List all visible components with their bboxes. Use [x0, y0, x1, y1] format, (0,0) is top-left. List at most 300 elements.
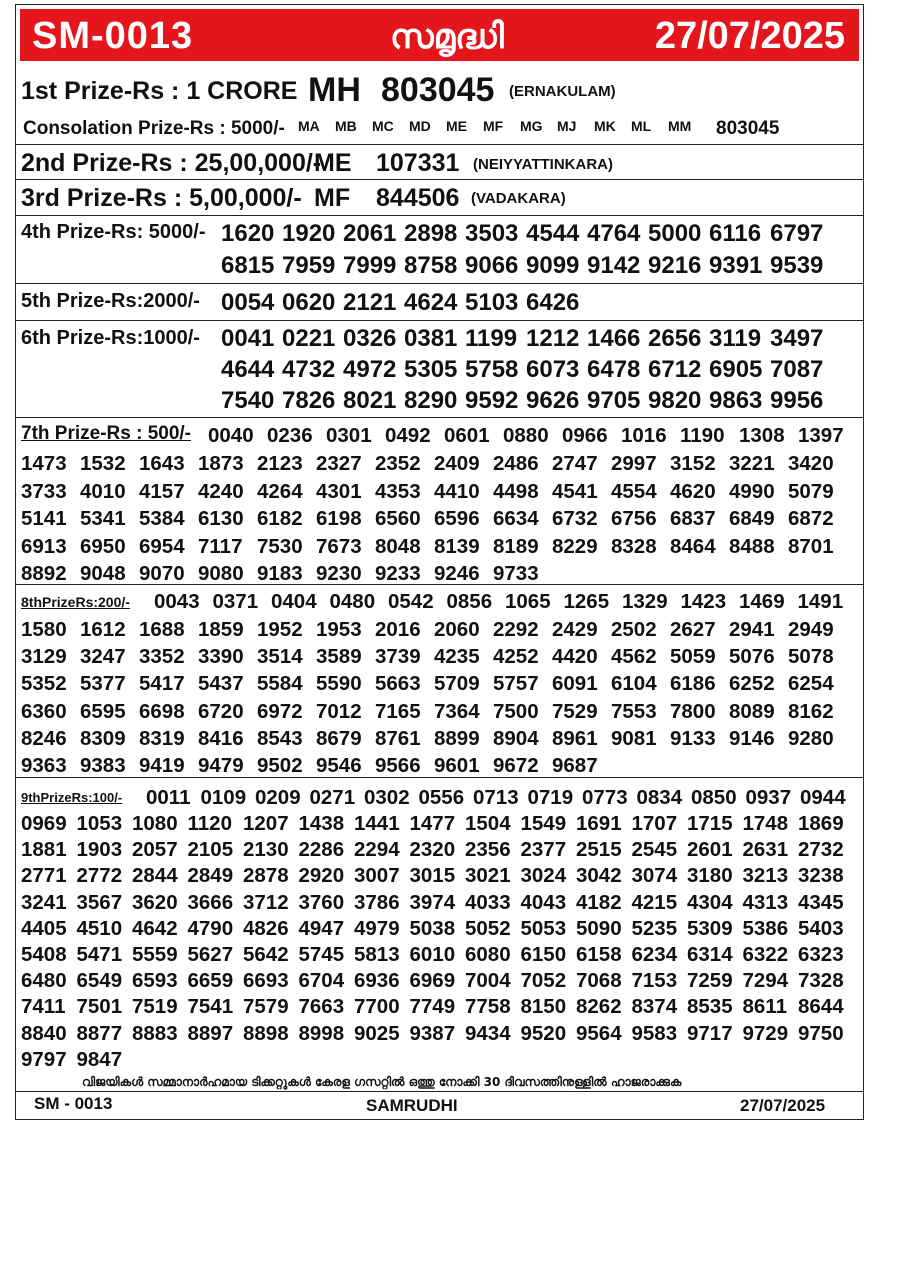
- prize-number: 1477: [409, 812, 456, 835]
- prize-number: 2356: [465, 838, 511, 862]
- prize-number: 2732: [798, 838, 844, 862]
- prize-number: 0719: [527, 786, 574, 809]
- prize-number: 5053: [520, 916, 567, 940]
- divider: [16, 777, 863, 778]
- second-prize-series: ME: [314, 149, 352, 177]
- prize-number: 2377: [520, 838, 567, 862]
- prize-number: 8535: [687, 995, 733, 1019]
- prize-number: 0109: [200, 786, 247, 809]
- prize-number: 2121: [343, 289, 397, 316]
- prize-number: 6595: [80, 699, 126, 723]
- prize-number: 0381: [404, 325, 458, 352]
- prize-number: 4410: [434, 479, 480, 503]
- prize-number: 9566: [375, 754, 421, 778]
- prize-number: 5709: [434, 672, 480, 696]
- prize-number: 3152: [670, 452, 716, 475]
- third-prize-place: (VADAKARA): [471, 190, 566, 207]
- prize-number: 0944: [800, 786, 846, 809]
- sixth-prize-numbers: [221, 325, 831, 415]
- prize-number: 5471: [76, 943, 123, 967]
- prize-number: 6186: [670, 672, 716, 696]
- prize-number: 3238: [798, 864, 844, 888]
- prize-number: 1469: [739, 590, 785, 613]
- prize-number: 0542: [388, 590, 434, 613]
- prize-number: 7165: [375, 699, 421, 723]
- prize-number: 2057: [132, 838, 178, 862]
- prize-number: 2656: [648, 325, 702, 352]
- prize-number: 6905: [709, 356, 763, 383]
- prize-number: 5052: [465, 916, 511, 940]
- prize-number: 8883: [132, 1021, 178, 1045]
- prize-number: 5758: [465, 356, 519, 383]
- prize-number: 8758: [404, 252, 458, 279]
- prize-number: 7519: [132, 995, 178, 1019]
- third-prize-series: MF: [314, 184, 351, 212]
- prize-number: 4033: [465, 890, 511, 914]
- prize-number: 6130: [198, 507, 244, 530]
- prize-number: 9070: [139, 562, 185, 585]
- prize-number: 4353: [375, 479, 421, 503]
- prize-number: 9081: [611, 726, 657, 750]
- prize-number: 7364: [434, 699, 480, 723]
- prize-number: 0880: [503, 424, 549, 447]
- fifth-prize-numbers: [221, 289, 648, 317]
- prize-number: 2631: [742, 838, 789, 862]
- series-code: ME: [446, 118, 467, 134]
- prize-number: 0301: [326, 424, 372, 447]
- prize-number: 9133: [670, 726, 716, 750]
- prize-number: 1620: [221, 220, 275, 247]
- prize-number: 6913: [21, 534, 67, 558]
- prize-number: 9216: [648, 252, 702, 279]
- prize-number: 5305: [404, 356, 458, 383]
- prize-number: 1869: [798, 812, 844, 835]
- prize-number: 3760: [298, 890, 345, 914]
- series-code: MJ: [557, 118, 577, 134]
- prize-number: 2409: [434, 452, 480, 475]
- first-prize-place: (ERNAKULAM): [509, 83, 616, 100]
- prize-number: 8701: [788, 534, 834, 558]
- ninth-prize-numbers: [21, 811, 854, 1073]
- prize-number: 2429: [552, 618, 598, 641]
- prize-number: 2601: [687, 838, 733, 862]
- second-prize-label: 2nd Prize-Rs : 25,00,000/-: [21, 149, 322, 177]
- prize-number: 1397: [798, 424, 844, 447]
- prize-number: 5038: [409, 916, 456, 940]
- prize-number: 8048: [375, 534, 421, 558]
- prize-number: 0043: [154, 590, 200, 613]
- prize-number: 9583: [631, 1021, 678, 1045]
- third-prize-label: 3rd Prize-Rs : 5,00,000/-: [21, 184, 302, 212]
- prize-number: 1707: [631, 812, 678, 835]
- prize-number: 4990: [729, 479, 775, 503]
- prize-number: 7999: [343, 252, 397, 279]
- prize-number: 5141: [21, 507, 67, 530]
- prize-number: 3119: [709, 325, 762, 352]
- prize-number: 2844: [132, 864, 178, 888]
- prize-number: 5386: [742, 916, 789, 940]
- footer-name: SAMRUDHI: [366, 1096, 458, 1115]
- prize-number: 1748: [742, 812, 789, 835]
- prize-number: 1265: [563, 590, 610, 613]
- prize-number: 1212: [526, 325, 580, 352]
- prize-number: 1441: [354, 812, 400, 835]
- prize-number: 6950: [80, 534, 126, 558]
- prize-number: 0773: [582, 786, 628, 809]
- prize-number: 2949: [788, 618, 834, 641]
- seventh-prize-label: 7th Prize-Rs : 500/-: [21, 423, 191, 444]
- prize-number: 4947: [298, 916, 345, 940]
- prize-number: 9419: [139, 754, 185, 778]
- prize-number: 9847: [76, 1047, 123, 1071]
- prize-number: 7294: [742, 969, 789, 993]
- prize-number: 2849: [187, 864, 234, 888]
- prize-number: 3567: [76, 890, 123, 914]
- prize-number: 3074: [631, 864, 678, 888]
- consolation-number: 803045: [716, 118, 780, 139]
- prize-number: 5642: [243, 943, 289, 967]
- prize-number: 4544: [526, 220, 580, 247]
- prize-number: 6704: [298, 969, 345, 993]
- series-code: MA: [298, 118, 320, 134]
- prize-number: 8543: [257, 726, 303, 750]
- prize-number: 5757: [493, 672, 539, 696]
- prize-number: 8679: [316, 726, 362, 750]
- prize-number: 0480: [329, 590, 376, 613]
- prize-number: 9183: [257, 562, 303, 585]
- prize-number: 3129: [21, 645, 67, 669]
- prize-number: 6480: [21, 969, 67, 993]
- prize-number: 0966: [562, 424, 608, 447]
- prize-number: 1190: [680, 424, 725, 447]
- prize-number: 6560: [375, 507, 421, 530]
- prize-number: 6478: [587, 356, 641, 383]
- prize-number: 1423: [680, 590, 727, 613]
- draw-code: SM-0013: [32, 15, 194, 57]
- prize-number: 8416: [198, 726, 244, 750]
- prize-number: 4405: [21, 916, 67, 940]
- prize-number: 8262: [576, 995, 622, 1019]
- prize-number: 3712: [243, 890, 289, 914]
- prize-number: 9546: [316, 754, 362, 778]
- prize-number: 5745: [298, 943, 345, 967]
- prize-number: 3739: [375, 645, 421, 669]
- footer-date: 27/07/2025: [740, 1096, 826, 1115]
- prize-number: 4620: [670, 479, 716, 503]
- prize-number: 0209: [255, 786, 301, 809]
- prize-number: 6872: [788, 507, 834, 530]
- prize-number: 7800: [670, 699, 716, 723]
- prize-number: 1881: [21, 838, 67, 862]
- prize-number: 6693: [243, 969, 289, 993]
- divider: [16, 584, 863, 585]
- lottery-name: സമൃദ്ധി: [390, 17, 504, 57]
- prize-number: 8021: [343, 387, 397, 414]
- prize-number: 3007: [354, 864, 400, 888]
- prize-number: 5813: [354, 943, 400, 967]
- series-code: MM: [668, 118, 692, 134]
- consolation-series: [298, 118, 705, 134]
- prize-number: 5309: [687, 916, 733, 940]
- prize-number: 4345: [798, 890, 844, 914]
- prize-number: 0236: [267, 424, 313, 447]
- prize-number: 9592: [465, 387, 519, 414]
- divider: [16, 179, 863, 180]
- prize-number: 9080: [198, 562, 244, 585]
- prize-number: 2320: [409, 838, 456, 862]
- prize-number: 9383: [80, 754, 126, 778]
- prize-number: 6073: [526, 356, 580, 383]
- prize-number: 6116: [709, 220, 762, 247]
- prize-number: 8290: [404, 387, 458, 414]
- prize-number: 5090: [576, 916, 622, 940]
- prize-number: 9626: [526, 387, 580, 414]
- prize-number: 9729: [742, 1021, 789, 1045]
- prize-number: 4541: [552, 479, 598, 503]
- prize-number: 6593: [132, 969, 178, 993]
- prize-number: 9797: [21, 1047, 67, 1071]
- first-prize-label: 1st Prize-Rs : 1 CRORE: [21, 77, 298, 105]
- series-code: MF: [483, 118, 504, 134]
- prize-number: 0054: [221, 289, 275, 316]
- prize-number: 1329: [622, 590, 668, 613]
- prize-number: 6360: [21, 699, 67, 723]
- prize-number: 9564: [576, 1021, 622, 1045]
- prize-number: 4301: [316, 479, 362, 503]
- first-prize-number: 803045: [381, 71, 495, 109]
- prize-number: 7749: [409, 995, 456, 1019]
- prize-number: 6720: [198, 699, 244, 723]
- prize-number: 6712: [648, 356, 702, 383]
- prize-number: 8761: [375, 726, 421, 750]
- prize-number: 2771: [21, 864, 67, 888]
- prize-number: 8374: [631, 995, 678, 1019]
- prize-number: 9142: [587, 252, 641, 279]
- prize-number: 9230: [316, 562, 362, 585]
- prize-number: 6252: [729, 672, 775, 696]
- second-prize-place: (NEIYYATTINKARA): [473, 156, 614, 173]
- prize-number: 3390: [198, 645, 244, 669]
- prize-number: 2502: [611, 618, 657, 641]
- prize-number: 2060: [434, 618, 480, 641]
- prize-number: 2941: [729, 618, 775, 641]
- prize-number: 9387: [409, 1021, 456, 1045]
- prize-number: 0271: [309, 786, 356, 809]
- prize-number: 8328: [611, 534, 657, 558]
- prize-number: 7579: [243, 995, 289, 1019]
- prize-number: 0326: [343, 325, 397, 352]
- prize-number: 6158: [576, 943, 622, 967]
- prize-number: 8898: [243, 1021, 289, 1045]
- prize-number: 3024: [520, 864, 567, 888]
- prize-number: 6596: [434, 507, 480, 530]
- prize-number: 1920: [282, 220, 336, 247]
- prize-number: 6254: [788, 672, 834, 696]
- prize-number: 6732: [552, 507, 598, 530]
- prize-number: 9391: [709, 252, 763, 279]
- prize-number: 6182: [257, 507, 303, 530]
- sixth-prize-label: 6th Prize-Rs:1000/-: [21, 327, 200, 349]
- prize-number: 6323: [798, 943, 844, 967]
- prize-number: 3352: [139, 645, 185, 669]
- prize-number: 1953: [316, 618, 362, 641]
- draw-date: 27/07/2025: [654, 15, 845, 57]
- prize-number: 2130: [243, 838, 289, 862]
- prize-number: 4252: [493, 645, 539, 669]
- prize-number: 5103: [465, 289, 519, 316]
- prize-number: 9502: [257, 754, 303, 778]
- prize-number: 4562: [611, 645, 657, 669]
- prize-number: 9956: [770, 387, 824, 414]
- prize-number: 8961: [552, 726, 598, 750]
- prize-number: 6849: [729, 507, 775, 530]
- prize-number: 6080: [465, 943, 511, 967]
- prize-number: 9025: [354, 1021, 400, 1045]
- prize-number: 6815: [221, 252, 275, 279]
- eighth-prize-numbers: [21, 616, 847, 779]
- prize-number: 4304: [687, 890, 733, 914]
- prize-number: 5590: [316, 672, 362, 696]
- seventh-prize-first-row: [208, 423, 857, 450]
- prize-number: 2772: [76, 864, 123, 888]
- prize-number: 8840: [21, 1021, 67, 1045]
- prize-number: 1473: [21, 452, 67, 475]
- fourth-prize-numbers: [221, 220, 831, 280]
- series-code: MB: [335, 118, 357, 134]
- prize-number: 0856: [446, 590, 493, 613]
- prize-number: 1504: [465, 812, 511, 835]
- prize-number: 4182: [576, 890, 622, 914]
- prize-number: 6104: [611, 672, 657, 696]
- series-code: ML: [631, 118, 652, 134]
- prize-number: 5341: [80, 507, 126, 530]
- prize-number: 4972: [343, 356, 397, 383]
- prize-number: 1688: [139, 618, 185, 641]
- prize-number: 3733: [21, 479, 67, 503]
- prize-number: 9863: [709, 387, 763, 414]
- prize-number: 8319: [139, 726, 185, 750]
- prize-number: 4313: [742, 890, 789, 914]
- prize-number: 4157: [139, 479, 185, 503]
- prize-number: 1016: [621, 424, 667, 447]
- prize-number: 1466: [587, 325, 641, 352]
- prize-number: 6659: [187, 969, 234, 993]
- prize-number: 2920: [298, 864, 345, 888]
- prize-number: 5559: [132, 943, 178, 967]
- prize-number: 8899: [434, 726, 480, 750]
- prize-number: 0302: [364, 786, 410, 809]
- prize-number: 4554: [611, 479, 657, 503]
- prize-number: 1065: [505, 590, 551, 613]
- prize-number: 5079: [788, 479, 834, 503]
- prize-number: 6969: [409, 969, 456, 993]
- prize-number: 1308: [739, 424, 785, 447]
- prize-number: 3589: [316, 645, 362, 669]
- divider: [16, 320, 863, 321]
- prize-number: 7153: [631, 969, 678, 993]
- prize-number: 9820: [648, 387, 702, 414]
- prize-number: 8309: [80, 726, 126, 750]
- prize-number: 1952: [257, 618, 303, 641]
- prize-number: 0492: [385, 424, 431, 447]
- prize-number: 2627: [670, 618, 716, 641]
- prize-number: 7259: [687, 969, 733, 993]
- fifth-prize-label: 5th Prize-Rs:2000/-: [21, 290, 200, 312]
- claim-note: വിജയികൾ സമ്മാനാർഹമായ ടിക്കറ്റുകൾ കേരള ഗസറ്റിൽ ഒത്തു നോക്കി 30 ദിവസത്തിനുള്ളിൽ ഹാജരാക്കുക: [82, 1075, 682, 1089]
- prize-number: 6314: [687, 943, 733, 967]
- prize-number: 9146: [729, 726, 775, 750]
- prize-number: 8464: [670, 534, 716, 558]
- prize-number: 0040: [208, 424, 254, 447]
- prize-number: 3503: [465, 220, 519, 247]
- prize-number: 1491: [797, 590, 844, 613]
- prize-number: 9687: [552, 754, 598, 778]
- prize-number: 1859: [198, 618, 244, 641]
- prize-number: 0713: [473, 786, 519, 809]
- prize-number: 9066: [465, 252, 519, 279]
- prize-number: 6549: [76, 969, 123, 993]
- prize-number: 2105: [187, 838, 234, 862]
- divider: [16, 144, 863, 145]
- eighth-prize-first-row: [154, 589, 856, 616]
- prize-number: 0834: [636, 786, 683, 809]
- prize-number: 4826: [243, 916, 289, 940]
- prize-number: 9520: [520, 1021, 567, 1045]
- prize-number: 4498: [493, 479, 539, 503]
- prize-number: 4644: [221, 356, 275, 383]
- prize-number: 8488: [729, 534, 775, 558]
- prize-number: 9280: [788, 726, 834, 750]
- prize-number: 6322: [742, 943, 789, 967]
- prize-number: 8150: [520, 995, 567, 1019]
- prize-number: 9672: [493, 754, 539, 778]
- prize-number: 6634: [493, 507, 539, 530]
- prize-number: 4240: [198, 479, 244, 503]
- prize-number: 2286: [298, 838, 345, 862]
- prize-number: 6234: [631, 943, 678, 967]
- prize-number: 4790: [187, 916, 234, 940]
- prize-number: 9099: [526, 252, 580, 279]
- prize-number: 2898: [404, 220, 458, 247]
- prize-number: 3015: [409, 864, 456, 888]
- prize-number: 5584: [257, 672, 303, 696]
- prize-number: 0850: [691, 786, 737, 809]
- prize-number: 6936: [354, 969, 400, 993]
- prize-number: 7700: [354, 995, 400, 1019]
- prize-number: 7328: [798, 969, 844, 993]
- second-prize-number: 107331: [376, 149, 460, 177]
- prize-number: 9233: [375, 562, 421, 585]
- consolation-label: Consolation Prize-Rs : 5000/-: [23, 118, 285, 139]
- prize-number: 9048: [80, 562, 126, 585]
- first-prize-series: MH: [308, 71, 361, 109]
- prize-number: 6198: [316, 507, 362, 530]
- prize-number: 7087: [770, 356, 824, 383]
- prize-number: 8897: [187, 1021, 234, 1045]
- prize-number: 8904: [493, 726, 539, 750]
- prize-number: 6756: [611, 507, 657, 530]
- prize-number: 6010: [409, 943, 456, 967]
- prize-number: 0011: [146, 786, 191, 809]
- prize-number: 7012: [316, 699, 362, 723]
- prize-number: 2747: [552, 452, 598, 475]
- prize-number: 5627: [187, 943, 234, 967]
- prize-number: 8189: [493, 534, 539, 558]
- prize-number: 4215: [631, 890, 678, 914]
- divider: [16, 283, 863, 284]
- prize-number: 3620: [132, 890, 178, 914]
- prize-number: 1120: [187, 812, 232, 835]
